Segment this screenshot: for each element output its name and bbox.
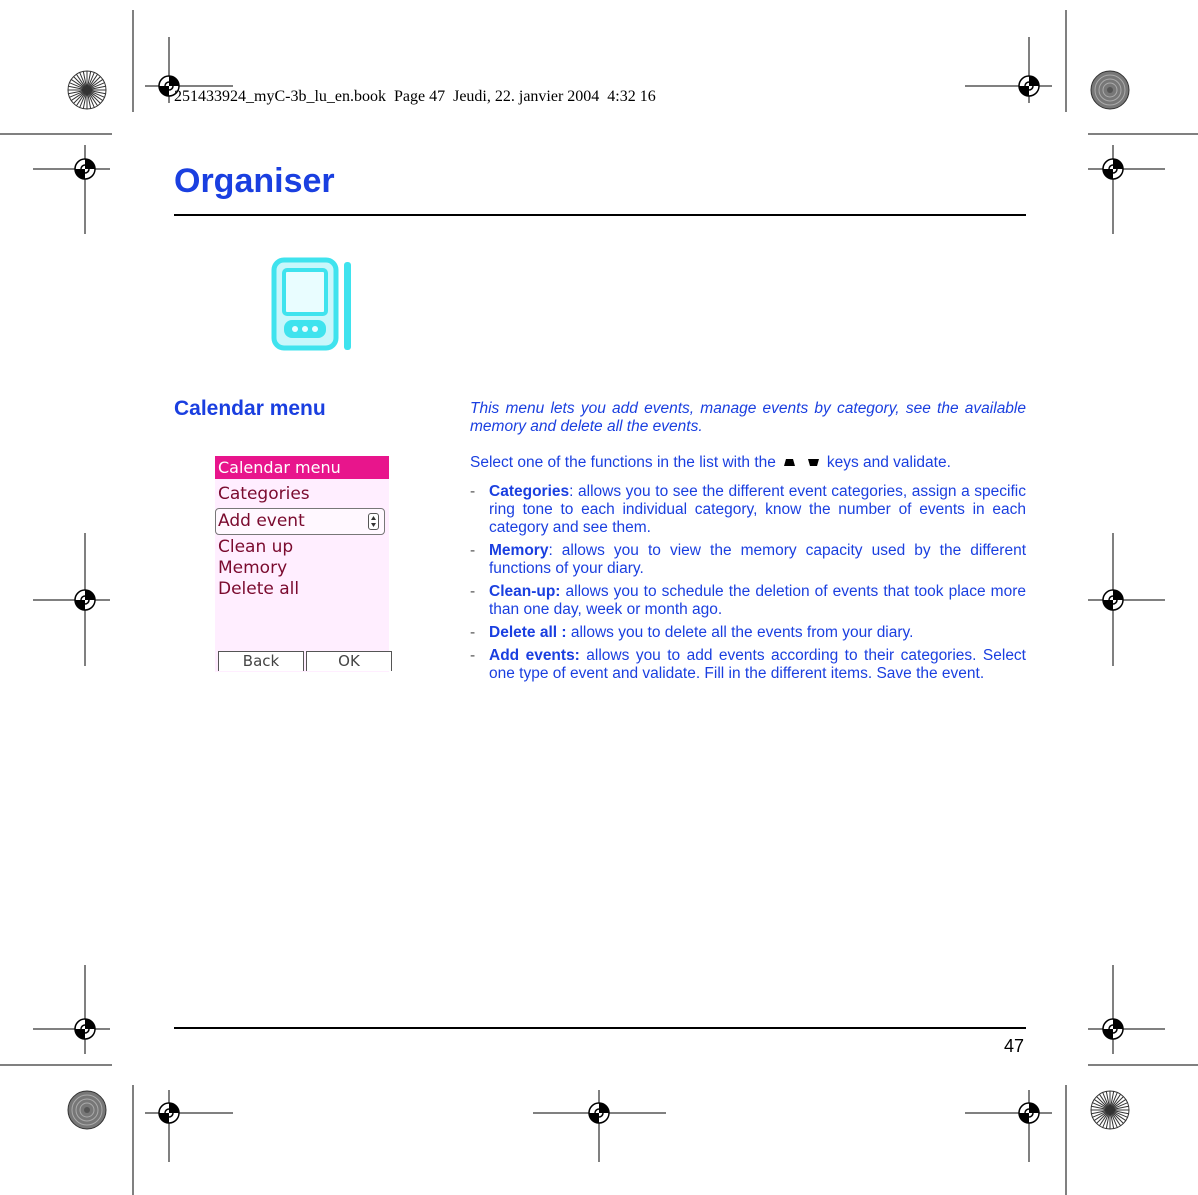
- list-dash: -: [470, 624, 476, 641]
- list-term: Add events:: [489, 647, 580, 664]
- list-item-delete-all: [470, 624, 1026, 642]
- phone-menu-item-delete-all: Delete all: [218, 579, 300, 599]
- footer-rule: [174, 1027, 1026, 1029]
- phone-menu-item-clean-up: Clean up: [218, 537, 294, 557]
- instruction-line: [470, 454, 1026, 472]
- list-term: Categories: [489, 483, 570, 500]
- list-dash: -: [470, 483, 476, 500]
- page-number: 47: [1003, 1036, 1024, 1056]
- title-rule: [174, 214, 1026, 216]
- list-dash: -: [470, 583, 476, 600]
- list-text: : allows you to view the memory capacity used by the different functions of your diary.: [489, 542, 1026, 577]
- phone-softkey-ok: OK: [306, 651, 392, 671]
- function-list: [470, 483, 1026, 688]
- phone-menu-header: Calendar menu: [215, 456, 389, 479]
- phone-menu-item-memory: Memory: [218, 558, 288, 578]
- list-text: allows you to delete all the events from your diary.: [566, 624, 914, 641]
- list-item-categories: [470, 483, 1026, 537]
- phone-menu-item-categories: Categories: [218, 484, 310, 504]
- list-term: Delete all :: [489, 624, 567, 641]
- section-title: Calendar menu: [174, 397, 326, 420]
- instruction-text-after: keys and validate.: [826, 454, 951, 472]
- list-item-add-events: [470, 647, 1026, 683]
- list-term: Memory: [489, 542, 549, 559]
- phone-scroll-arrows-icon: [368, 513, 379, 530]
- phone-screen-illustration: [215, 456, 389, 672]
- phone-menu-selected-row: [215, 508, 385, 535]
- list-dash: -: [470, 647, 476, 664]
- list-text: allows you to schedule the deletion of events that took place more than one day, week or month ago.: [489, 583, 1026, 618]
- phone-softkey-back: Back: [218, 651, 304, 671]
- down-key-icon: [808, 454, 819, 472]
- list-dash: -: [470, 542, 476, 559]
- list-term: Clean-up:: [489, 583, 561, 600]
- list-text: : allows you to see the different event categories, assign a specific ring tone to each individual category, know the number of events in each category and see them.: [489, 483, 1026, 536]
- list-item-clean-up: [470, 583, 1026, 619]
- list-item-memory: [470, 542, 1026, 578]
- page-title: Organiser: [174, 162, 335, 200]
- book-file-header: 251433924_myC-3b_lu_en.book Page 47 Jeudi, 22. janvier 2004 4:32 16: [174, 88, 656, 105]
- up-key-icon: [784, 454, 795, 472]
- intro-paragraph: This menu lets you add events, manage events by category, see the available memory and delete all the events.: [470, 400, 1026, 435]
- organiser-pda-icon: [268, 256, 360, 356]
- list-text: allows you to add events according to their categories. Select one type of event and validate. Fill in the different items. Save the event.: [489, 647, 1026, 682]
- instruction-text-before: Select one of the functions in the list with the: [470, 454, 776, 472]
- phone-menu-item-add-event: Add event: [218, 511, 305, 531]
